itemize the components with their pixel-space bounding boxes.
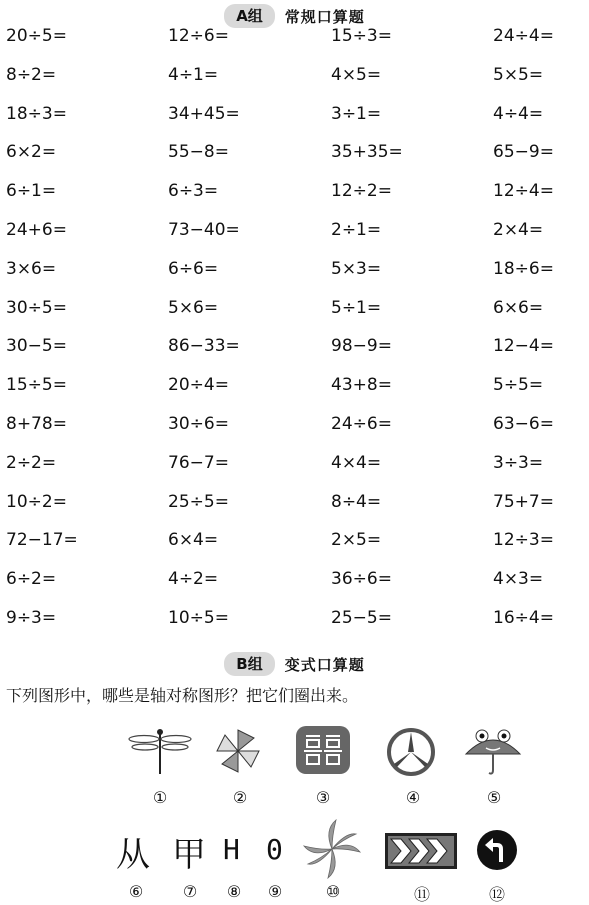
- problem-row: [0, 26, 589, 56]
- problem-row: [0, 65, 589, 95]
- problem-cell: 24÷6=: [331, 414, 392, 434]
- problem-cell: 16÷4=: [493, 608, 554, 628]
- figure-label-12: ⑫: [488, 885, 505, 904]
- swirl-flower-icon: [302, 818, 362, 884]
- problem-cell: 12÷3=: [493, 530, 554, 551]
- section-b-badge: B组: [224, 652, 274, 676]
- pinwheel-icon: [214, 728, 262, 778]
- section-a-header: [0, 4, 589, 28]
- problem-row: [0, 608, 589, 638]
- figure-label-9: ⑨: [267, 882, 283, 901]
- problem-cell: 2÷1=: [331, 220, 382, 240]
- section-a-badge: A组: [224, 4, 275, 28]
- chevron-arrows-sign-icon: [385, 833, 457, 873]
- problem-cell: 6÷6=: [168, 258, 219, 279]
- problem-cell: 2×4=: [493, 220, 544, 240]
- problem-cell: 20÷4=: [168, 375, 229, 396]
- problem-row: [0, 142, 589, 172]
- problem-row: [0, 530, 589, 560]
- problem-cell: 2×5=: [331, 530, 382, 551]
- digit-zero: 0: [266, 833, 283, 866]
- question-text: 下列图形中，哪些是轴对称图形？把它们圈出来。: [6, 686, 359, 705]
- problem-cell: 25−5=: [331, 608, 392, 628]
- problem-cell: 8÷4=: [331, 491, 382, 512]
- problem-cell: 4÷4=: [493, 103, 544, 124]
- frog-umbrella-icon: [462, 722, 524, 782]
- problem-cell: 6÷3=: [168, 181, 219, 202]
- figure-label-3: ③: [315, 788, 331, 807]
- problem-cell: 18÷6=: [493, 258, 554, 279]
- problem-cell: 4÷1=: [168, 64, 219, 85]
- problem-row: [0, 104, 589, 134]
- problem-cell: 5÷1=: [331, 297, 382, 318]
- problem-row: [0, 492, 589, 522]
- problem-cell: 63−6=: [493, 414, 554, 434]
- problem-cell: 35+35=: [331, 142, 403, 163]
- problem-cell: 6×2=: [6, 142, 57, 163]
- figure-label-5: ⑤: [486, 788, 502, 807]
- problem-cell: 15÷5=: [6, 375, 67, 396]
- problem-cell: 12÷6=: [168, 26, 229, 46]
- figure-label-4: ④: [405, 788, 421, 807]
- problem-cell: 6×4=: [168, 530, 219, 551]
- problem-cell: 6÷2=: [6, 569, 57, 590]
- problem-cell: 9÷3=: [6, 608, 57, 628]
- figure-label-1: ①: [152, 788, 168, 807]
- double-happiness-icon: [292, 722, 354, 782]
- problem-cell: 3×6=: [6, 258, 57, 279]
- problem-cell: 65−9=: [493, 142, 554, 163]
- problem-cell: 10÷2=: [6, 491, 67, 512]
- problem-cell: 5×5=: [493, 64, 544, 85]
- problem-cell: 43+8=: [331, 375, 392, 396]
- problem-cell: 4×4=: [331, 452, 382, 473]
- problem-cell: 98−9=: [331, 336, 392, 357]
- letter-h: H: [223, 833, 240, 866]
- figure-label-2: ②: [232, 788, 248, 807]
- problem-cell: 30÷6=: [168, 414, 229, 434]
- problem-row: [0, 181, 589, 211]
- figure-label-6: ⑥: [128, 882, 144, 901]
- problem-cell: 4×5=: [331, 64, 382, 85]
- problem-cell: 12÷4=: [493, 181, 554, 202]
- problem-cell: 20÷5=: [6, 26, 67, 46]
- problem-row: [0, 569, 589, 599]
- problem-cell: 3÷3=: [493, 452, 544, 473]
- problem-cell: 76−7=: [168, 452, 229, 473]
- problem-cell: 10÷5=: [168, 608, 229, 628]
- problem-cell: 36÷6=: [331, 569, 392, 590]
- mercedes-logo-icon: [386, 727, 436, 781]
- section-a-title: 常规口算题: [284, 7, 365, 26]
- problem-cell: 24+6=: [6, 220, 67, 240]
- problem-cell: 30−5=: [6, 336, 67, 357]
- problem-cell: 34+45=: [168, 103, 240, 124]
- problem-row: [0, 336, 589, 366]
- figure-label-10: ⑩: [325, 882, 341, 901]
- problem-cell: 6÷1=: [6, 181, 57, 202]
- problem-cell: 5×6=: [168, 297, 219, 318]
- problem-cell: 86−33=: [168, 336, 240, 357]
- section-b-header: [0, 652, 589, 676]
- problem-cell: 6×6=: [493, 297, 544, 318]
- dragonfly-icon: [128, 726, 192, 780]
- problem-row: [0, 259, 589, 289]
- problem-cell: 12−4=: [493, 336, 554, 357]
- problem-row: [0, 298, 589, 328]
- problem-cell: 4×3=: [493, 569, 544, 590]
- problem-cell: 75+7=: [493, 491, 554, 512]
- problem-row: [0, 375, 589, 405]
- figure-label-8: ⑧: [226, 882, 242, 901]
- problem-cell: 8÷2=: [6, 64, 57, 85]
- problem-cell: 73−40=: [168, 220, 240, 240]
- char-jia: 甲: [172, 835, 206, 875]
- problem-cell: 18÷3=: [6, 103, 67, 124]
- problem-cell: 24÷4=: [493, 26, 554, 46]
- problem-cell: 5×3=: [331, 258, 382, 279]
- section-b-title: 变式口算题: [284, 655, 365, 674]
- problem-row: [0, 414, 589, 444]
- problem-cell: 4÷2=: [168, 569, 219, 590]
- problem-row: [0, 220, 589, 250]
- problem-cell: 25÷5=: [168, 491, 229, 512]
- problem-cell: 15÷3=: [331, 26, 392, 46]
- figure-label-7: ⑦: [182, 882, 198, 901]
- turn-left-sign-icon: [476, 829, 518, 875]
- problem-cell: 3÷1=: [331, 103, 382, 124]
- problem-cell: 2÷2=: [6, 452, 57, 473]
- figure-label-11: ⑪: [413, 885, 430, 904]
- problem-cell: 12÷2=: [331, 181, 392, 202]
- problem-cell: 8+78=: [6, 414, 67, 434]
- char-cong: 从: [116, 835, 150, 875]
- problem-cell: 5÷5=: [493, 375, 544, 396]
- problem-cell: 30÷5=: [6, 297, 67, 318]
- problem-row: [0, 453, 589, 483]
- problem-cell: 72−17=: [6, 530, 78, 551]
- problem-cell: 55−8=: [168, 142, 229, 163]
